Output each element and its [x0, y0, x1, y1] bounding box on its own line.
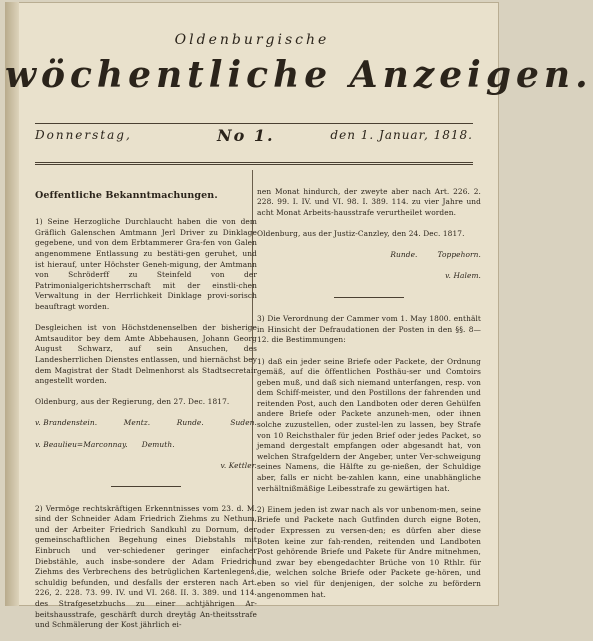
notice-2-signature: v. Halem.	[445, 271, 481, 281]
masthead-title: wöchentliche Anzeigen.	[5, 54, 593, 96]
signer: Runde.	[176, 418, 204, 428]
notice-3-rule-2: 2) Einem jeden ist zwar nach als vor unbenom-men, seine Briefe und Packete nach Gutfinden durch eigne Boten, oder Expressen zu versen-den; es dürfen aber diese Boten keine zur fah-renden, reitenden und Landboten Post gehörende Briefe und Pakete für Andre mitnehmen, und zwar bey ebengedachter Brüche von 10 Rthlr. für die, welchen solche Briefe oder Packete ge-hören, und eben so viel für denjenigen, der solche zu befördern angenommen hat.	[257, 504, 481, 599]
signer: Toppehorn.	[437, 250, 481, 260]
dateline	[35, 128, 473, 146]
notice-1-signers-row-2	[35, 440, 257, 451]
masthead-rule	[35, 123, 473, 124]
notice-2-paragraph: 2) Vermöge rechtskräftigen Erkenntnisses vom 23. d. M. sind der Schneider Adam Friedrich Ziehms zu Nethum, und der Arbeiter Friedrich Sandkuhl zu Dornum, der gemeinschaftlichen Begehung eines Diebstahls mit Einbruch und ver-schiedener geringer einfacher Diebstähle, auch insbe-sondere der Adam Friedrich Ziehms des Verbrechens des betrüglichen Kartenlegens, schuldig befunden, und desfalls der ersteren nach Art. 226, 2. 228. 73. 99. IV. und VI. 268. II. 3. 389. und 114. des Strafgesetzbuchs zu einer achtjährigen Ar-beitshausstrafe, geschärft durch dreytäg An-theitsstrafe und Schmälerung der Kost jährlich ei-	[35, 503, 257, 630]
signer: Mentz.	[123, 418, 151, 428]
notice-2-place-date: Oldenburg, aus der Justiz-Canzley, den 24. Dec. 1817.	[257, 228, 465, 238]
issue-number: No 1.	[217, 126, 275, 145]
notice-3-intro: 3) Die Verordnung der Cammer vom 1. May 1800. enthält in Hinsicht der Defraudationen der Posten in den §§. 8—12. die Bestimmungen:	[257, 314, 481, 345]
issue-date: den 1. Januar, 1818.	[330, 128, 473, 142]
issue-weekday: Donnerstag,	[35, 128, 132, 142]
notice-1-signature: v. Kettler.	[220, 460, 257, 470]
notice-1-signers-row-1	[35, 418, 257, 429]
signer: v. Beaulieu=Marconnay.	[35, 439, 128, 449]
notice-2-continuation: nen Monat hindurch, der zweyte aber nach Art. 226. 2. 228. 99. I. IV. und VI. 98. I. 389. 114. zu vier Jahre und acht Monat Arbeits-hausstrafe verurtheilet worden.	[257, 186, 481, 217]
signer: Demuth.	[141, 439, 175, 449]
masthead-subtitle: Oldenburgische	[174, 32, 330, 48]
notice-1-place-date: Oldenburg, aus der Regierung, den 27. Dec. 1817.	[35, 397, 230, 407]
newspaper-page	[5, 2, 593, 630]
left-column	[35, 176, 257, 641]
notice-1-paragraph-2: Desgleichen ist von Höchstdenenselben der bisherige Amtsauditor bey dem Amte Abbehausen, Johann Georg August Schwarz, auf sein Ansuchen, des Landesherrlichen Dienstes entlassen, und hiernächst bey dem Magistrat der Stadt Delmenhorst als Stadtsecretair angestellt worden.	[35, 323, 257, 386]
dateline-rule	[35, 162, 473, 165]
signer: v. Brandenstein.	[35, 418, 98, 428]
signer: Runde.	[390, 250, 418, 260]
right-column	[257, 176, 481, 611]
signer: Suden.	[230, 418, 257, 428]
notice-separator	[334, 297, 404, 298]
notice-separator	[111, 486, 181, 487]
notice-1-paragraph-1: 1) Seine Herzogliche Durchlaucht haben die von dem Gräflich Galenschen Amtmann Jerl Driver zu Dinklage gegebene, und von dem Erbtammerer Gra-fen von Galen angenommene Entlassung zu bestäti-gen geruhet, und ist hierauf, unter Höchster Geneh-migung, der Amtmann von Schröderff zu Steinfeld von der Patrimonialgerichtsherrschaft mit der einstli-chen Verwaltung in der Herrlichkeit Dinklage provi-sorisch beauftragt worden.	[35, 217, 257, 311]
section-heading: Oeffentliche Bekanntmachungen.	[35, 189, 218, 201]
notice-3-rule-1: 1) daß ein jeder seine Briefe oder Packete, der Ordnung gemäß, auf die öffentlichen Posthäu-ser und Comtoirs geben muß, und daß sich niemand unterfangen, resp. von dem Schiff-meister, und den Postillons der fahrenden und reitenden Post, auch den Landboten oder deren Gehülfen andere Briefe oder Packete anzuneh-men, oder ihnen solche zuzustellen, oder zustel-len zu lassen, bey Strafe von 10 Reichsthaler für jeden Brief oder jedes Packet, so jemand dergestalt empfangen oder abgesandt hat, von welchen Strafgeldern der Angeber, unter Ver-schweigung seines Namens, die Hälfte zu ge-nießen, der Schuldige aber, falls er nicht be-zahlen kann, eine unabhängliche verhältnißmäßige Leibesstrafe zu gewärtigen hat.	[257, 356, 481, 493]
notice-2-signers	[257, 250, 481, 261]
